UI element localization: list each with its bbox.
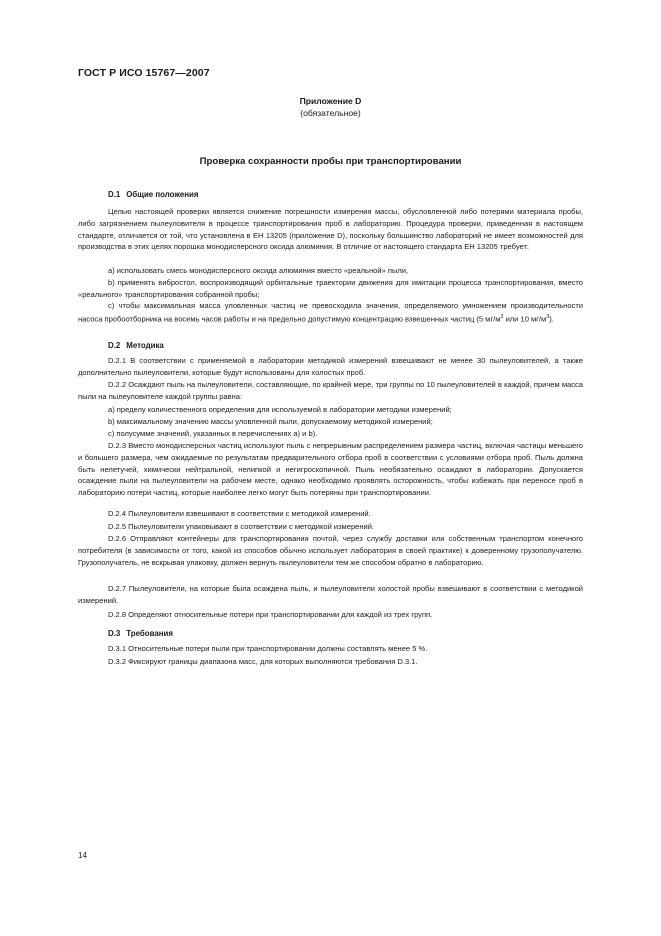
section-title: Общие положения	[126, 190, 199, 199]
section-title: Требования	[126, 629, 173, 638]
section-heading-d2	[108, 341, 164, 350]
paragraph-d2-8: D.2.8 Определяют относительные потери при транспортировании для каждой из трех групп.	[108, 610, 433, 619]
list-item-d2-b: b) максимальному значению массы уловленной пыли, допускаемому методикой измерений;	[108, 417, 433, 426]
annex-status: (обязательное)	[300, 108, 361, 118]
section-heading-d3	[108, 629, 173, 638]
section-number: D.1	[108, 190, 121, 199]
paragraph-d2-4: D.2.4 Пылеуловители взвешивают в соответствии с методикой измерений.	[108, 509, 371, 518]
section-heading-d1	[108, 190, 199, 199]
standard-designation: ГОСТ Р ИСО 15767—2007	[78, 67, 210, 79]
paragraph-d3-2: D.3.2 Фиксируют границы диапазона масс, для которых выполняются требования D.3.1.	[108, 657, 418, 666]
paragraph-d3-1: D.3.1 Относительные потери пыли при транспортировании должны составлять менее 5 %.	[108, 644, 428, 653]
list-item-d1-b: b) применять вибростол, воспроизводящий орбитальные траектории движения для имитации процесса транспортирования, вместо «реального» транспортирования собранной пробы;	[78, 278, 583, 299]
paragraph-d2-7: D.2.7 Пылеуловители, на которые была осаждена пыль, и пылеуловители холостой пробы взвешивают в соответствии с методикой измерений.	[78, 584, 583, 605]
paragraph-d1-intro: Целью настоящей проверки является снижение погрешности измерения массы, обусловленной либо потерями материала пробы, либо загрязнением пылеуловителя в процессе транспортирования проб в лабораторию. Процедура проверки, приведенная в настоящем стандарте, отличается от той, что установлена в ЕН 13205 (приложение D), поскольку большинство лабораторий не имеет возможностей для производства в этих целях порошка монодисперсного оксида алюминия. В отличие от настоящего стандарта ЕН 13205 требует:	[78, 207, 583, 252]
annex-title: Приложение D	[299, 96, 362, 106]
list-item-d1-a: а) использовать смесь монодисперсного оксида алюминия вместо «реальной» пыли,	[108, 266, 409, 275]
page-title: Проверка сохранности пробы при транспортировании	[199, 156, 462, 167]
paragraph-d2-1: D.2.1 В соответствии с применяемой в лаборатории методикой измерений взвешивают не менее 30 пылеуловителей, а также дополнительно пылеуловители, которые будут использованы для холостых проб.	[78, 356, 583, 377]
paragraph-d2-6: D.2.6 Отправляют контейнеры для транспортирования почтой, через службу доставки или собственным транспортом конечного потребителя (в зависимости от того, какой из способов обычно использует лаборатория в своей практике) к доверенному грузополучателю. Грузополучатель, не вскрывая упаковку, должен вернуть пылеуловители тем же способом обратно в лабораторию.	[78, 534, 583, 567]
page-number: 14	[78, 851, 88, 860]
list-item-d2-c: с) полусумме значений, указанных в перечислениях а) и b).	[108, 429, 318, 438]
paragraph-d2-3: D.2.3 Вместо монодисперсных частиц используют пыль с непрерывным распределением размера частиц, включая частицы меньшего и большего размера, чем ожидаемые по результатам предварительного отбора проб в соответствии с условиями отбора проб. Пыль должна быть нелетучей, химически нейтральной, нелипкой и негигроскопичной. Пыль необязательно осаждают в лаборатории. Допускается осаждение пыли на пылеуловители на рабочем месте, однако необходимо проявлять осторожность, чтобы избежать при переносе проб в лабораторию потери частиц, которые наиболее легко могут быть потеряны при транспортировании.	[78, 441, 583, 498]
paragraph-d2-5: D.2.5 Пылеуловители упаковывают в соответствии с методикой измерений.	[108, 522, 375, 531]
paragraph-d2-2: D.2.2 Осаждают пыль на пылеуловители, составляющие, по крайней мере, три группы по 10 пылеуловителей в каждой, причем масса пыли на пылеуловителе каждой группы равна:	[78, 380, 583, 401]
list-item-d2-a: а) пределу количественного определения для используемой в лаборатории методики измерений;	[108, 405, 452, 414]
section-number: D.2	[108, 341, 121, 350]
section-number: D.3	[108, 629, 121, 638]
list-item-d1-c: с) чтобы максимальная масса уловленных частиц не превосходила значения, определяемого умножением производительности насоса пробоотборника на восемь часов работы и на предельно допустимую концентрацию взвешенных частиц (5 $мг/м^3$ или 10 $мг/м^3$).	[78, 301, 583, 324]
section-title: Методика	[126, 341, 164, 350]
